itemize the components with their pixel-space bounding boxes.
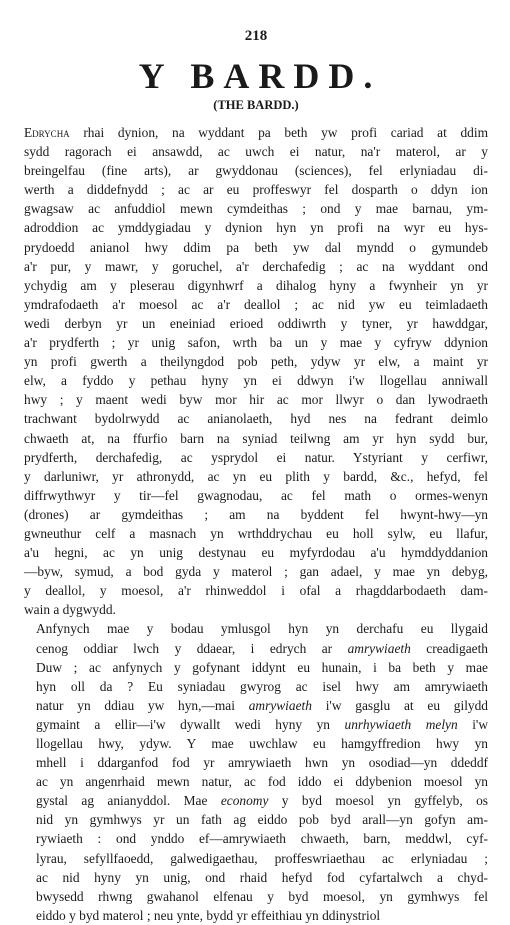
page-number: 218 [244,28,268,44]
text-line: (drones) ar gymdeithas ; am na byddent fel hwynt-hwy—yn [24,506,488,522]
text-line: lyrau, sefyllfaoedd, galwedigaethau, proffeswriaethau ac erlyniadau ; [36,850,488,866]
article-body [24,123,488,925]
italic-term: unrhywiaeth melyn [344,716,458,732]
text-line: gymaint a ellir—i'w dywallt wedi hyny yn unrhywiaeth melyn i'w [36,716,488,732]
text-line: a'r pur, y mawr, y goruchel, a'r derchafedig ; ac na wyddant ond [24,258,488,274]
text-line: gwagsaw ac anfuddiol mewn cymdeithas ; ond y mae barnau, ym- [24,201,488,217]
text-line: —byw, symud, a bod gyda y materol ; gan adael, y mae yn debyg, [24,564,488,580]
text-line: ychydig am y pleserau digynhwrf a dihalog hyny a fwynheir yn yr [24,277,488,293]
text-line: a'r prydferth ; yr unig safon, wrth ba un y mae y cyfryw ddynion [24,335,488,351]
italic-term: amrywiaeth [347,640,411,656]
text-line: ac nid hyny yn unig, ond rhaid hefyd fod cyfartalwch a chyd- [36,869,488,885]
text-line: nid yn gymhwys yr un fath ag eiddo pob byd arall—yn gofyn am- [36,812,488,828]
text-line: natur yn ddiau yw hyn,—mai amrywiaeth i'w gasglu at eu gilydd [36,697,488,713]
text-line: ymdrafodaeth a'r moesol ac a'r deallol ; ac nid yw eu teimladaeth [24,296,488,312]
text-line: cenog oddiar lwch y ddaear, i edrych ar amrywiaeth creadigaeth [36,640,489,656]
text-line: gystal ag anianyddol. Mae economy y byd moesol yn gyffelyb, os [36,793,488,809]
text-line: adroddion ac ymddygiadau y dynion hyn yn profi na wyr eu hys- [24,220,488,236]
text-line: wain a dygwydd. [24,602,116,618]
text-line: elw, a fyddo y pethau hyny yn ei ddwyn i'w llogellau anniwall [24,373,488,389]
text-line: rywiaeth : ond ynddo ef—amrywiaeth chwaeth, barn, meddwl, cyf- [36,831,488,847]
text-line: hyn oll da ? Eu syniadau gwyrog ac isel hwy am amrywiaeth [36,678,488,694]
text-line: eiddo y byd materol ; neu ynte, bydd yr effeithiau yn ddinystriol [36,907,381,923]
text-line: werth a diddefnydd ; ac ar eu proffeswyr fel dosparth o ddyn ion [24,182,488,198]
paragraph-2 [24,619,488,925]
text-line: hwy ; y maent wedi byw mor hir ac mor llwyr o dan lywodraeth [24,392,488,408]
text-line: diffrwythwyr y tir—fel gwagnodau, ac fel math o ormes-wenyn [24,487,488,503]
text-line: Duw ; ac anfynych y gofynant iddynt eu hunain, i ba beth y mae [36,659,488,675]
text-line: prydferth, derchafedig, ac ysprydol ei natur. Ystyriant y cerfiwr, [24,449,488,465]
text-line: mhell i ddarganfod fod yr amrywiaeth hwn yn osodiad—yn ddeddf [36,755,488,771]
italic-term: economy [220,793,269,809]
text-line: y darluniwr, yr athronydd, ac yn eu plith y bardd, &c., hefyd, fel [24,468,488,484]
text-line: chwaeth at, na ffurfio barn na syniad teilwng am yr hyn sydd bur, [24,430,488,446]
text-line: trachwant bydolrwydd ac anianolaeth, hyd nes na fedrant deimlo [24,411,488,427]
text-line: y deallol, y moesol, a'r rhinweddol i ofal a rhagddarbodaeth dam- [24,583,488,599]
text-line: yn profi gwerth a theilyngdod pob peth, ydyw yr elw, a maint yr [24,354,488,370]
page-title: Y BARDD. [138,56,382,96]
page-subtitle: (THE BARDD.) [213,98,299,112]
text-line: sydd ragorach ei ansawdd, ac uwch ei natur, na'r materol, ar y [24,144,488,160]
text-line: llogellau hwy, ydyw. Y mae uwchlaw eu hamgyffredion hwy yn [36,736,488,751]
text-line: breingelfau (fine arts), ar gwyddonau (sciences), fel erlyniadau di- [24,163,488,179]
text-line: ac yn angenrhaid mewn natur, ac fod iddo ei ddybenion moesol yn [36,774,488,790]
text-line: Anfynych mae y bodau ymlusgol hyn yn derchafu eu llygaid [36,621,488,637]
text-line: gwneuthur celf a masnach yn wrthddrychau eu holl sylw, eu llafur, [24,525,488,541]
italic-term: amrywiaeth [248,697,312,713]
lead-word: Edrycha [24,125,70,140]
text-line: wedi derbyn yr un eneiniad erioed oddiwrth y tyner, yr hawddgar, [24,315,488,331]
text-line: prydoedd anianol hwy ddim pa beth yw dal myndd o gymundeb [24,239,488,255]
paragraph-1 [24,123,488,619]
text-line: a'u hegni, ac yn unig destynau eu myfyrdodau a'u hymddyddanion [24,545,488,561]
text-line: bwysedd rhwng gwahanol elfenau y byd moesol, yn gymhwys fel [36,888,488,904]
text-line: Edrycha rhai dynion, na wyddant pa beth yw profi cariad at ddim [24,125,488,140]
